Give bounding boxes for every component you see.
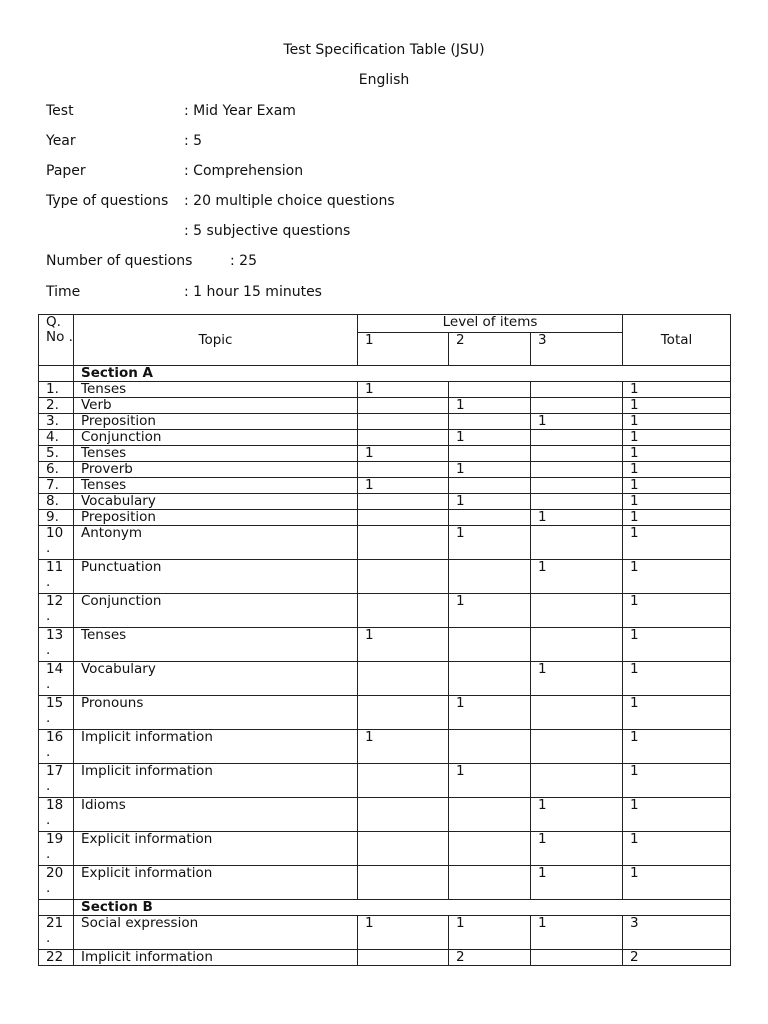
cell-topic: Social expression: [74, 916, 358, 950]
specification-table: [38, 314, 731, 966]
cell-l3: 1: [531, 510, 623, 526]
cell-topic: Tenses: [74, 478, 358, 494]
info-value: : 1 hour 15 minutes: [184, 284, 322, 300]
cell-l2: [449, 414, 531, 430]
question-number: 19 .: [46, 831, 64, 862]
header-level-1: 1: [358, 333, 449, 366]
cell-total: 1: [623, 494, 731, 510]
header-topic: Topic: [74, 315, 358, 366]
info-line: [46, 253, 257, 269]
question-number: 13 .: [46, 627, 64, 658]
cell-topic: Antonym: [74, 526, 358, 560]
cell-l3: 1: [531, 832, 623, 866]
cell-l1: 1: [358, 382, 449, 398]
question-number: 20 .: [46, 865, 64, 896]
question-number: 8.: [46, 493, 59, 509]
question-number: 14 .: [46, 661, 64, 692]
cell-l3: 1: [531, 916, 623, 950]
info-label: Paper: [46, 163, 86, 179]
cell-l2: 2: [449, 950, 531, 966]
cell-no: [39, 478, 74, 494]
cell-no: [39, 430, 74, 446]
cell-no: [39, 832, 74, 866]
table-row: [39, 662, 731, 696]
cell-l1: [358, 950, 449, 966]
cell-l3: [531, 446, 623, 462]
cell-no: [39, 526, 74, 560]
cell-l1: [358, 414, 449, 430]
cell-l1: [358, 462, 449, 478]
header-level-of-items: Level of items: [358, 315, 623, 333]
cell-no: [39, 446, 74, 462]
cell-l2: [449, 798, 531, 832]
cell-total: 1: [623, 398, 731, 414]
info-line: [46, 193, 395, 209]
cell-no: [39, 866, 74, 900]
table-row: [39, 510, 731, 526]
cell-l3: [531, 382, 623, 398]
table-row: [39, 628, 731, 662]
info-value: : 5 subjective questions: [184, 223, 351, 239]
table-row: [39, 866, 731, 900]
cell-total: 2: [623, 950, 731, 966]
header-level-3: 3: [531, 333, 623, 366]
section-a-row: [39, 366, 731, 382]
table-row: [39, 916, 731, 950]
cell-no: [39, 696, 74, 730]
table-row: [39, 414, 731, 430]
section-title: Section B: [74, 900, 731, 916]
section-b-row: [39, 900, 731, 916]
cell-total: 1: [623, 594, 731, 628]
cell-total: 1: [623, 446, 731, 462]
cell-no: [39, 628, 74, 662]
cell-no: [39, 594, 74, 628]
cell-l3: 1: [531, 560, 623, 594]
question-number: 15 .: [46, 695, 64, 726]
cell-l1: 1: [358, 916, 449, 950]
info-line: [46, 133, 203, 149]
cell-topic: Implicit information: [74, 764, 358, 798]
cell-l3: [531, 594, 623, 628]
cell-l2: 1: [449, 398, 531, 414]
table-row: [39, 730, 731, 764]
cell-l2: [449, 478, 531, 494]
cell-no: [39, 560, 74, 594]
question-number: 1.: [46, 381, 59, 397]
cell-topic: Punctuation: [74, 560, 358, 594]
info-value: : 25: [230, 253, 257, 269]
cell-topic: Preposition: [74, 510, 358, 526]
cell-l3: [531, 430, 623, 446]
cell-topic: Tenses: [74, 628, 358, 662]
cell-l2: [449, 560, 531, 594]
cell-l1: 1: [358, 478, 449, 494]
cell-l2: [449, 382, 531, 398]
info-label: Number of questions: [46, 253, 193, 269]
cell-topic: Explicit information: [74, 866, 358, 900]
question-number: 21 .: [46, 915, 64, 946]
question-number: 2.: [46, 397, 59, 413]
cell-l3: [531, 398, 623, 414]
table-row: [39, 526, 731, 560]
cell-l1: [358, 526, 449, 560]
cell-l1: 1: [358, 628, 449, 662]
cell-l3: [531, 730, 623, 764]
cell-topic: Pronouns: [74, 696, 358, 730]
question-number: 9.: [46, 509, 59, 525]
cell-topic: Conjunction: [74, 430, 358, 446]
cell-l3: [531, 478, 623, 494]
cell-l1: [358, 594, 449, 628]
cell-topic: Preposition: [74, 414, 358, 430]
cell-l3: [531, 696, 623, 730]
cell-l1: [358, 510, 449, 526]
question-number: 6.: [46, 461, 59, 477]
table-row: [39, 430, 731, 446]
table-row: [39, 382, 731, 398]
cell-l2: 1: [449, 462, 531, 478]
cell-l2: [449, 510, 531, 526]
cell-l1: [358, 832, 449, 866]
cell-no: [39, 462, 74, 478]
cell-no: [39, 510, 74, 526]
cell-no: [39, 494, 74, 510]
question-number: 3.: [46, 413, 59, 429]
question-number: 5.: [46, 445, 59, 461]
cell-l2: [449, 832, 531, 866]
cell-l2: [449, 446, 531, 462]
cell-topic: Implicit information: [74, 730, 358, 764]
cell-total: 1: [623, 730, 731, 764]
cell-l1: 1: [358, 730, 449, 764]
cell-l1: [358, 662, 449, 696]
cell-l1: 1: [358, 446, 449, 462]
cell-total: 1: [623, 526, 731, 560]
cell-topic: Tenses: [74, 446, 358, 462]
info-line: [46, 163, 304, 179]
cell-total: 1: [623, 628, 731, 662]
cell-topic: Vocabulary: [74, 494, 358, 510]
question-number: 22: [46, 949, 64, 965]
table-row: [39, 594, 731, 628]
cell-total: 1: [623, 478, 731, 494]
cell-total: 1: [623, 866, 731, 900]
question-number: 11 .: [46, 559, 64, 590]
cell-topic: Vocabulary: [74, 662, 358, 696]
document-subject: English: [358, 72, 410, 88]
cell-l3: [531, 494, 623, 510]
cell-l2: 1: [449, 916, 531, 950]
cell-topic: Tenses: [74, 382, 358, 398]
cell-no: [39, 414, 74, 430]
table-row: [39, 478, 731, 494]
cell-topic: Verb: [74, 398, 358, 414]
table-row: [39, 764, 731, 798]
cell-total: 1: [623, 662, 731, 696]
cell-topic: Conjunction: [74, 594, 358, 628]
cell-total: 1: [623, 430, 731, 446]
cell-topic: Idioms: [74, 798, 358, 832]
header-level-2: 2: [449, 333, 531, 366]
cell-no: [39, 382, 74, 398]
question-number: 7.: [46, 477, 59, 493]
table-row: [39, 950, 731, 966]
cell-l2: 1: [449, 696, 531, 730]
info-label: Year: [46, 133, 76, 149]
question-number: 18 .: [46, 797, 64, 828]
cell-topic: Proverb: [74, 462, 358, 478]
cell-no: [39, 662, 74, 696]
cell-total: 1: [623, 696, 731, 730]
cell-l2: 1: [449, 594, 531, 628]
section-blank-cell: [39, 366, 74, 382]
cell-no: [39, 398, 74, 414]
question-number: 4.: [46, 429, 59, 445]
cell-l3: 1: [531, 866, 623, 900]
info-label: Test: [46, 103, 74, 119]
cell-l1: [358, 430, 449, 446]
cell-l3: 1: [531, 414, 623, 430]
cell-l3: [531, 628, 623, 662]
document-title: Test Specification Table (JSU): [283, 42, 485, 58]
header-total: Total: [623, 315, 731, 366]
cell-l2: [449, 662, 531, 696]
cell-no: [39, 798, 74, 832]
info-label: Type of questions: [46, 193, 169, 209]
table-row: [39, 462, 731, 478]
cell-l1: [358, 398, 449, 414]
cell-l2: 1: [449, 526, 531, 560]
table-row: [39, 398, 731, 414]
cell-l3: [531, 950, 623, 966]
table-row: [39, 798, 731, 832]
cell-topic: Explicit information: [74, 832, 358, 866]
cell-topic: Implicit information: [74, 950, 358, 966]
cell-l3: [531, 462, 623, 478]
cell-l3: [531, 526, 623, 560]
info-value: : 20 multiple choice questions: [184, 193, 395, 209]
cell-total: 1: [623, 560, 731, 594]
info-line: [46, 284, 322, 300]
table-row: [39, 832, 731, 866]
cell-no: [39, 730, 74, 764]
cell-l1: [358, 560, 449, 594]
cell-l1: [358, 696, 449, 730]
info-value: : 5: [184, 133, 203, 149]
cell-l2: 1: [449, 494, 531, 510]
cell-l1: [358, 764, 449, 798]
table-row: [39, 494, 731, 510]
question-number: 10 .: [46, 525, 64, 556]
table-row: [39, 696, 731, 730]
table-row: [39, 560, 731, 594]
cell-l2: [449, 628, 531, 662]
cell-l1: [358, 494, 449, 510]
cell-l2: 1: [449, 430, 531, 446]
cell-total: 1: [623, 832, 731, 866]
cell-l3: [531, 764, 623, 798]
info-line: [46, 103, 296, 119]
cell-l2: 1: [449, 764, 531, 798]
section-blank-cell: [39, 900, 74, 916]
cell-total: 1: [623, 462, 731, 478]
cell-total: 1: [623, 414, 731, 430]
section-title: Section A: [74, 366, 731, 382]
cell-l2: [449, 730, 531, 764]
cell-no: [39, 916, 74, 950]
cell-total: 1: [623, 382, 731, 398]
cell-l1: [358, 798, 449, 832]
cell-l3: 1: [531, 798, 623, 832]
cell-no: [39, 764, 74, 798]
cell-total: 1: [623, 798, 731, 832]
question-number: 17 .: [46, 763, 64, 794]
cell-l3: 1: [531, 662, 623, 696]
table-row: [39, 446, 731, 462]
question-number: 16 .: [46, 729, 64, 760]
info-value: : Comprehension: [184, 163, 304, 179]
cell-l2: [449, 866, 531, 900]
question-number: 12 .: [46, 593, 64, 624]
info-value: : Mid Year Exam: [184, 103, 296, 119]
cell-l1: [358, 866, 449, 900]
info-label: Time: [46, 284, 81, 300]
header-qno: Q. No .: [39, 315, 74, 366]
cell-total: 1: [623, 510, 731, 526]
cell-total: 1: [623, 764, 731, 798]
cell-no: [39, 950, 74, 966]
cell-total: 3: [623, 916, 731, 950]
